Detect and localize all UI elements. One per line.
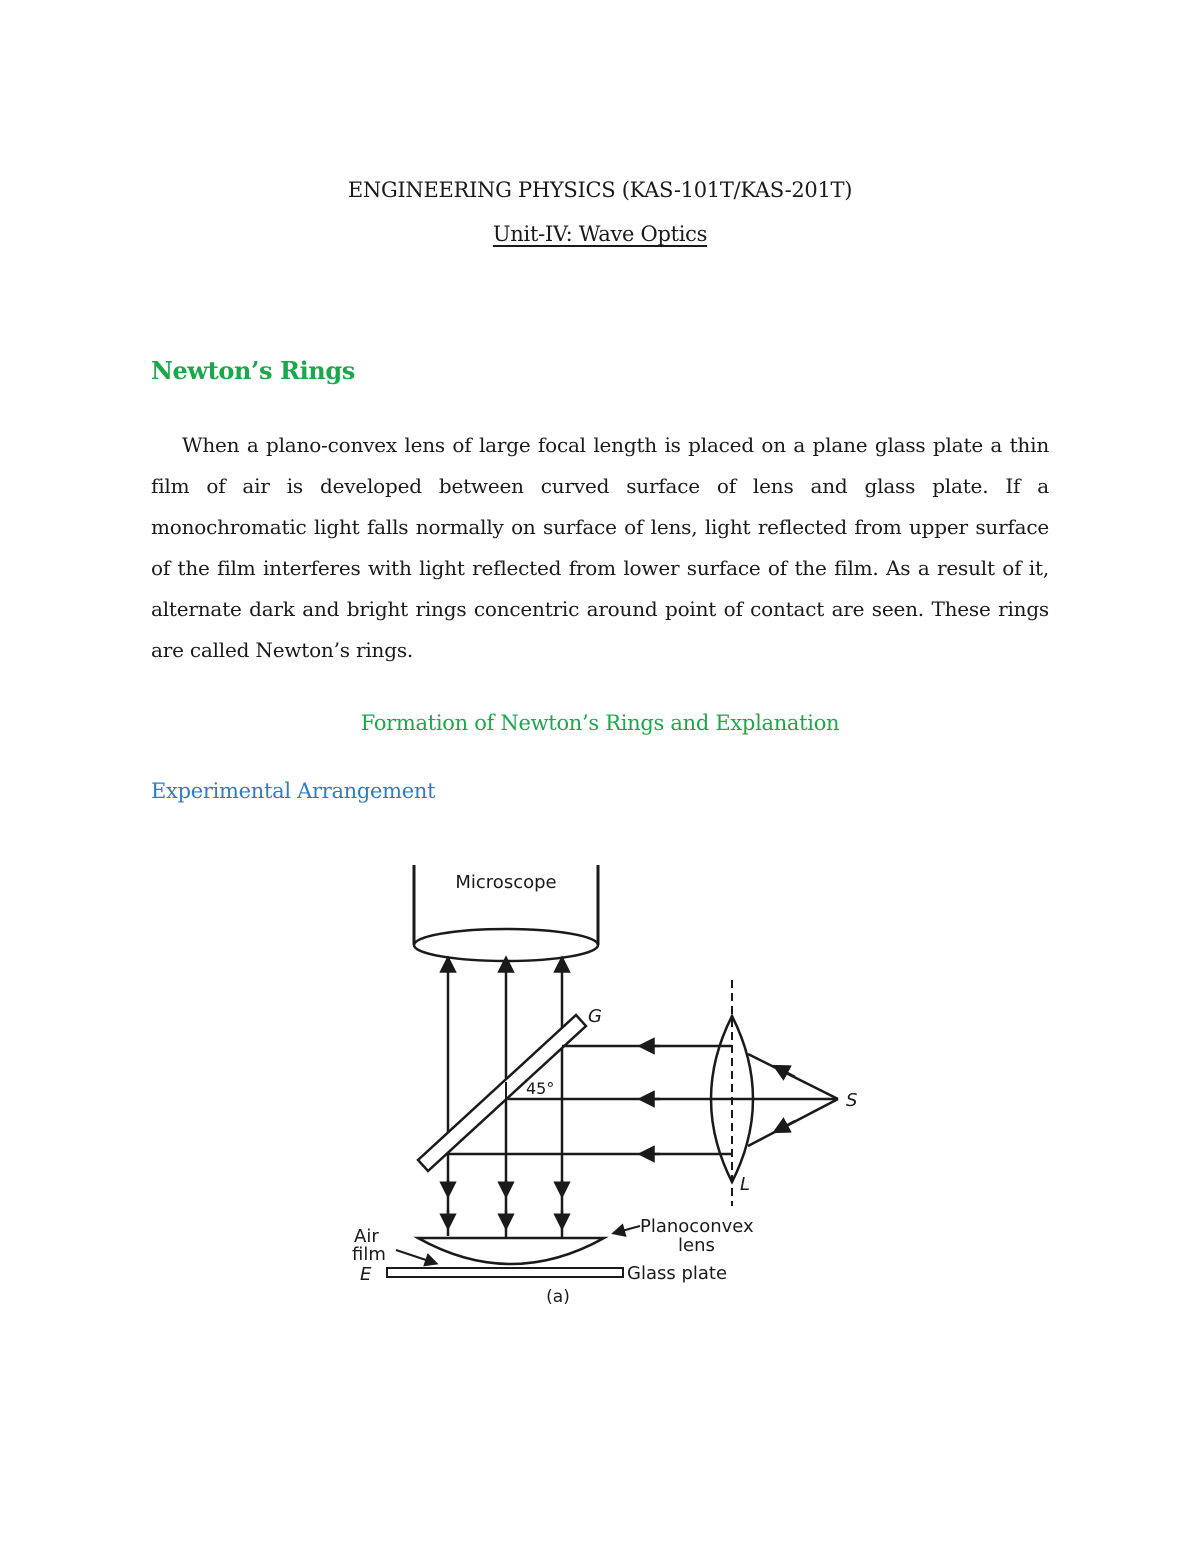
angle-label: 45° [526, 1079, 555, 1098]
newtons-rings-diagram [340, 860, 880, 1310]
section-heading: Newton’s Rings [151, 356, 355, 385]
e-label: E [360, 1264, 372, 1285]
beam-splitter-glass [418, 1006, 602, 1171]
label-l: L [740, 1174, 751, 1195]
body-paragraph: When a plano-convex lens of large focal length is placed on a plane glass plate a thin film of air is developed between curved surface of lens and glass plate. If a monochromatic light falls normally on surface of lens, light reflected from upper surface of the film interferes with light reflected from lower surface of the film. As a result of it, alternate dark and bright rings concentric around point of contact are seen. These rings are called Newton’s rings. [151, 433, 1049, 662]
course-title: ENGINEERING PHYSICS (KAS-101T/KAS-201T) [347, 178, 853, 202]
light-source [732, 1054, 838, 1146]
planoconvex-pointer [618, 1226, 640, 1232]
arrangement-heading: Experimental Arrangement [151, 779, 436, 803]
vertical-rays [448, 964, 562, 1258]
microscope-label: Microscope [455, 872, 557, 893]
planoconvex-lens-label: lens [678, 1235, 715, 1256]
experimental-figure [340, 860, 880, 1310]
label-g: G [588, 1006, 602, 1027]
convex-lens [711, 980, 753, 1206]
film-label: film [352, 1244, 386, 1265]
unit-title: Unit-IV: Wave Optics [492, 222, 708, 246]
objective-lens [414, 929, 598, 961]
microscope [414, 865, 598, 961]
air-film-pointer [396, 1250, 432, 1262]
subsection-heading: Formation of Newton’s Rings and Explanation [360, 711, 840, 735]
planoconvex-label: Planoconvex [640, 1216, 754, 1237]
planoconvex-lens [418, 1238, 604, 1264]
air-label: Air [354, 1226, 379, 1247]
label-s: S [846, 1090, 858, 1111]
glass-plate-label: Glass plate [627, 1263, 728, 1284]
glass-plate [387, 1268, 623, 1277]
figure-caption: (a) [546, 1287, 570, 1307]
